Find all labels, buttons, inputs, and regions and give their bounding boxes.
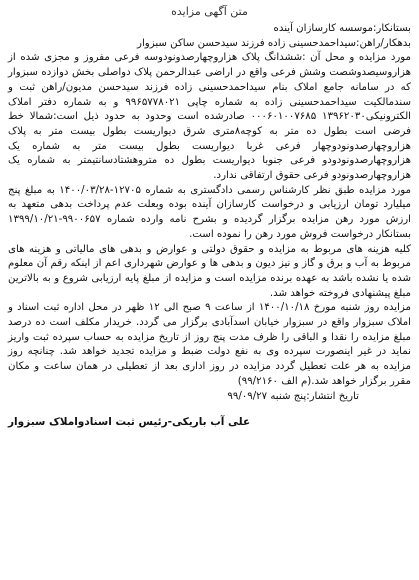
paragraph: مورد مزایده طبق نظر کارشناس رسمی دادگستری به شماره ۱۲۷۰۵-۱۴۰۰/۰۳/۲۸ به مبلغ پنج میلیارد تومان ارزیابی و درخواست کارسازان آینده بوده وبعلت عدم پرداخت بدهی متعهد به ارزش مورد رهن مزایده برگزار گردیده و بشرح نامه وارده شماره ۹۹۰۰۶۵۷-۱۳۹۹/۱۰/۲۱ بستانکار درخواست فروش مورد رهن را نموده است.: [8, 184, 412, 240]
paragraph: مورد مزایده و محل آن :ششدانگ پلاک هزاروچهارصدونودوسه فرعی مفروز و مجزی شده از هزاروسیصدوشصت وشش فرعی واقع در اراضی عبدالرحمن پلاک دواصلی بخش دوازده سبزوار که در سامانه جامع املاک بنام سیداحمدحسینی زاده فرزند سیدحسن مدیون/راهن ثبت و سندمالکیت سیداحمدحسینی زاده به شماره چاپی ۹۹۶۵۷۷۸۰۲۱ و به شماره دفتر املاک الکترونیکی۱۳۹۶۲۰۳۰ ۰۰۰۶۰۱۰۰۷۶۸۵ صادرشده است وحدود به حدود ذیل است:شمالا خط فرضی است بطول ده متر به کوچه۸متری شرق دیواریست بطول بیست متر به پلاک هزاروچهارصدونودوچهار فرعی غربا دیواریست بطول بیست متر به شماره یک هزاروچهارصدونودودو فرعی جنوبا دیواریست بطول ده متروهشتادسانتیمتر به شماره یک هزاروچهارصدونودو فرعی حقوق ارتفاقی ندارد.: [8, 52, 412, 182]
publish-date: تاریخ انتشار:پنج شنبه ۹۹/۰۹/۲۷: [227, 390, 359, 402]
notice-body: [4, 22, 415, 390]
plaintiff-line: بستانکار:موسسه کارسازان آینده: [273, 23, 411, 34]
debtor-line: بدهکار/راهن:سیداحمدحسینی زاده فرزند سیدحسن ساکن سبزوار: [137, 37, 411, 49]
paragraph: کلیه هزینه های مربوط به مزایده و حقوق دولتی و عوارض و بدهی های مالیاتی و هزینه های مربوط به آب و برق و گاز و نیز دیون و بدهی ها و عوارض شهرداری اعم از اینکه رقم آن معلوم شده یا نشده باشد به عهده برنده مزایده است و مزایده از مبلغ پایه ارزیابی شروع و به بالاترین مبلغ پیشنهادی فروخته خواهد شد.: [8, 243, 411, 299]
paragraph: مزایده روز شنبه مورخ ۱۴۰۰/۱۰/۱۸ از ساعت ۹ صبح الی ۱۲ ظهر در محل اداره ثبت اسناد و املاک سبزوار واقع در سبزوار خیابان اسدآبادی برگزار می گردد. خریدار مکلف است ده درصد مبلغ مزایده را نقدا و الباقی را ظرف مدت پنج روز از تاریخ مزایده به حساب سپرده ثبت واریز نماید در غیر اینصورت سپرده وی به نفع دولت ضبط و مزایده تجدید خواهد شد. چنانچه روز مزایده به هر علت تعطیل گردد مزایده در روز اداری بعد از تعطیلی در همان ساعت و مکان مقرر برگزار خواهد شد.(م الف ۹۹/۲۱۶۰): [8, 302, 412, 387]
signature: علی آب باریکی-رئیس ثبت اسنادواملاک سبزوار: [8, 415, 251, 428]
notice-page: [4, 4, 415, 572]
notice-title: متن آگهی مزایده: [171, 5, 248, 18]
